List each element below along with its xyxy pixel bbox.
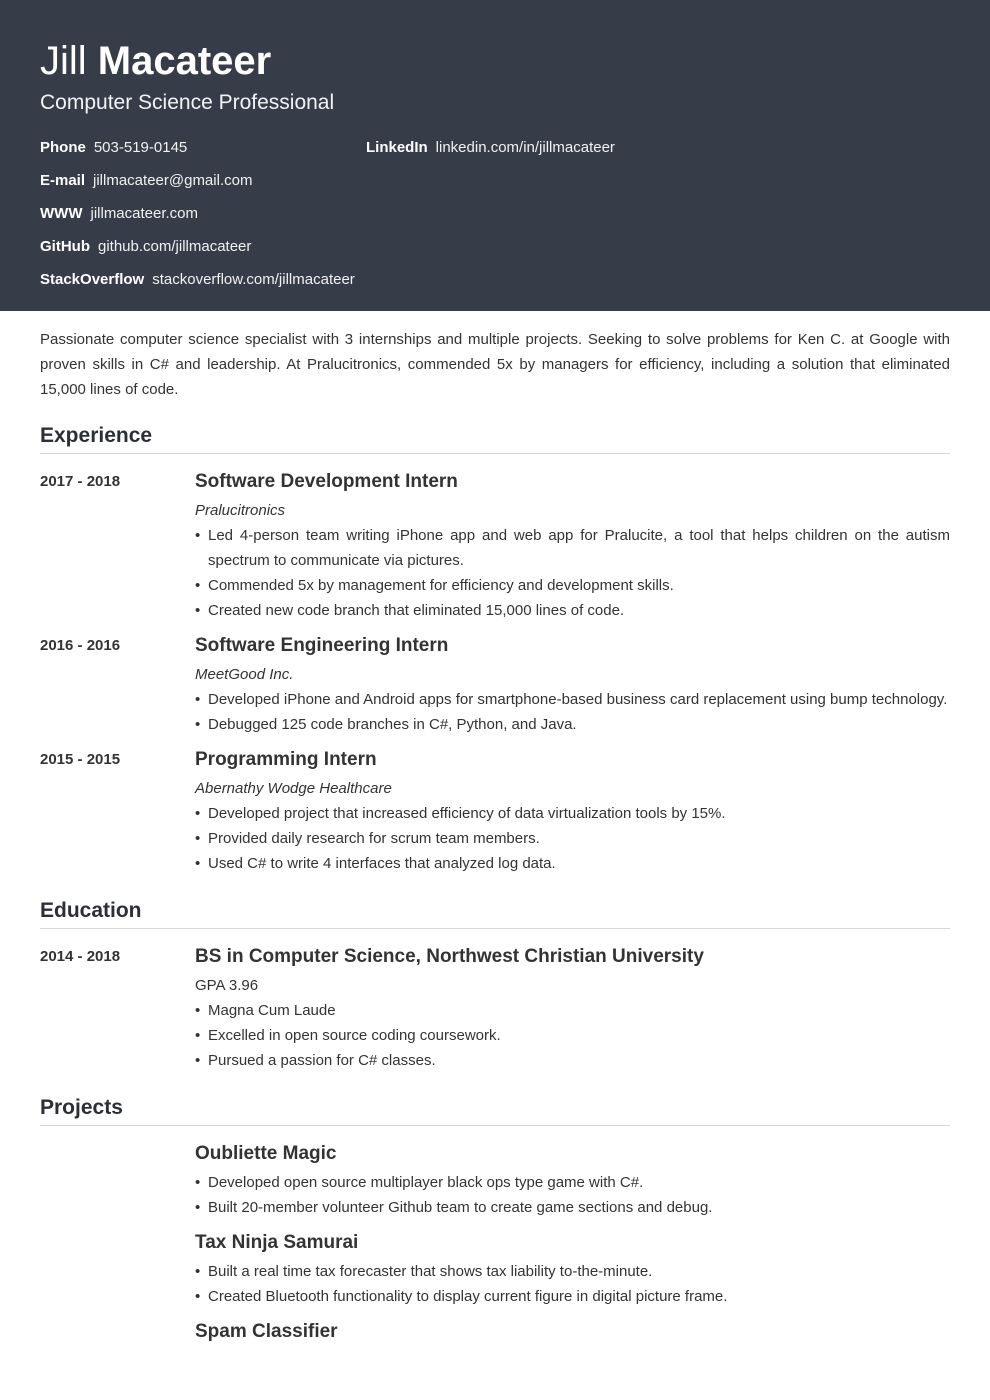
bullet-item: • Debugged 125 code branches in C#, Python, and Java.: [195, 712, 950, 737]
bullet-item: • Developed open source multiplayer black ops type game with C#.: [195, 1170, 950, 1195]
contact-label: Phone: [40, 139, 86, 156]
contact-value[interactable]: linkedin.com/in/jillmacateer: [435, 139, 615, 156]
company-name: MeetGood Inc.: [195, 666, 294, 683]
contact-stackoverflow: [40, 270, 355, 290]
job-title: Software Development Intern: [195, 471, 458, 492]
bullet-item: • Magna Cum Laude: [195, 998, 950, 1023]
project-entry: [40, 1141, 950, 1220]
bullet-list: [195, 801, 950, 876]
experience-entry: [40, 633, 950, 737]
bullet-item: • Provided daily research for scrum team members.: [195, 826, 950, 851]
company-name: Abernathy Wodge Healthcare: [195, 780, 392, 797]
gpa: GPA 3.96: [195, 977, 259, 994]
entry-dates-empty: [40, 1141, 195, 1220]
entry-dates: 2016 - 2016: [40, 637, 121, 654]
resume-header: [0, 0, 990, 311]
bullet-item: • Commended 5x by management for efficiency and development skills.: [195, 573, 950, 598]
resume-body: [0, 327, 990, 1345]
experience-entry: [40, 469, 950, 623]
bullet-item: • Pursued a passion for C# classes.: [195, 1048, 950, 1073]
bullet-list: [195, 998, 950, 1073]
project-entry: [40, 1230, 950, 1309]
degree-title: BS in Computer Science, Northwest Christian University: [195, 946, 704, 967]
contact-value[interactable]: jillmacateer@gmail.com: [93, 172, 253, 189]
bullet-item: • Led 4-person team writing iPhone app and web app for Pralucite, a tool that helps children on the autism spectrum to communicate via pictures.: [195, 523, 950, 573]
project-name: Oubliette Magic: [195, 1143, 337, 1164]
bullet-item: • Used C# to write 4 interfaces that analyzed log data.: [195, 851, 950, 876]
projects-section: [40, 1095, 950, 1345]
summary-paragraph: Passionate computer science specialist with 3 internships and multiple projects. Seeking to solve problems for Ken C. at Google with proven skills in C# and leadership. At Pralucitronics, commended 5x by managers for efficiency, including a solution that eliminated 15,000 lines of code.: [40, 331, 950, 398]
professional-title: Computer Science Professional: [40, 91, 335, 114]
entry-dates: 2015 - 2015: [40, 751, 121, 768]
experience-entry: [40, 747, 950, 876]
section-title: Education: [40, 898, 950, 929]
contact-website: [40, 204, 198, 224]
bullet-list: [195, 1170, 950, 1220]
candidate-name: [40, 38, 950, 84]
education-section: [40, 898, 950, 1073]
section-title: Experience: [40, 423, 950, 454]
bullet-item: • Developed project that increased efficiency of data virtualization tools by 15%.: [195, 801, 950, 826]
bullet-item: • Excelled in open source coding coursework.: [195, 1023, 950, 1048]
contact-label: GitHub: [40, 238, 90, 255]
contact-value[interactable]: 503-519-0145: [93, 139, 188, 156]
contact-linkedin: [366, 138, 615, 158]
project-name: Tax Ninja Samurai: [195, 1232, 359, 1253]
contact-info: [40, 138, 950, 308]
contact-label: E-mail: [40, 172, 86, 189]
experience-section: [40, 423, 950, 876]
entry-dates-empty: [40, 1319, 195, 1345]
bullet-list: [195, 687, 950, 737]
project-entry: [40, 1319, 950, 1345]
entry-dates: 2017 - 2018: [40, 473, 121, 490]
last-name: Macateer: [97, 39, 272, 83]
contact-value[interactable]: github.com/jillmacateer: [98, 238, 252, 255]
contact-label: LinkedIn: [366, 139, 428, 156]
contact-value[interactable]: stackoverflow.com/jillmacateer: [152, 271, 355, 288]
bullet-item: • Created new code branch that eliminated 15,000 lines of code.: [195, 598, 950, 623]
entry-dates-empty: [40, 1230, 195, 1309]
job-title: Programming Intern: [195, 749, 377, 770]
bullet-list: [195, 523, 950, 623]
company-name: Pralucitronics: [195, 502, 286, 519]
contact-label: WWW: [40, 205, 83, 222]
bullet-list: [195, 1259, 950, 1309]
bullet-item: • Built a real time tax forecaster that shows tax liability to-the-minute.: [195, 1259, 950, 1284]
contact-label: StackOverflow: [40, 271, 145, 288]
contact-github: [40, 237, 251, 257]
entry-dates: 2014 - 2018: [40, 948, 121, 965]
bullet-item: • Created Bluetooth functionality to display current figure in digital picture frame.: [195, 1284, 950, 1309]
education-entry: [40, 944, 950, 1073]
bullet-item: • Developed iPhone and Android apps for smartphone-based business card replacement using bump technology.: [195, 687, 950, 712]
contact-phone: [40, 138, 187, 158]
section-title: Projects: [40, 1095, 950, 1126]
first-name: Jill: [40, 39, 87, 83]
contact-email: [40, 171, 252, 191]
contact-value[interactable]: jillmacateer.com: [90, 205, 199, 222]
job-title: Software Engineering Intern: [195, 635, 449, 656]
project-name: Spam Classifier: [195, 1321, 338, 1342]
bullet-item: • Built 20-member volunteer Github team to create game sections and debug.: [195, 1195, 950, 1220]
